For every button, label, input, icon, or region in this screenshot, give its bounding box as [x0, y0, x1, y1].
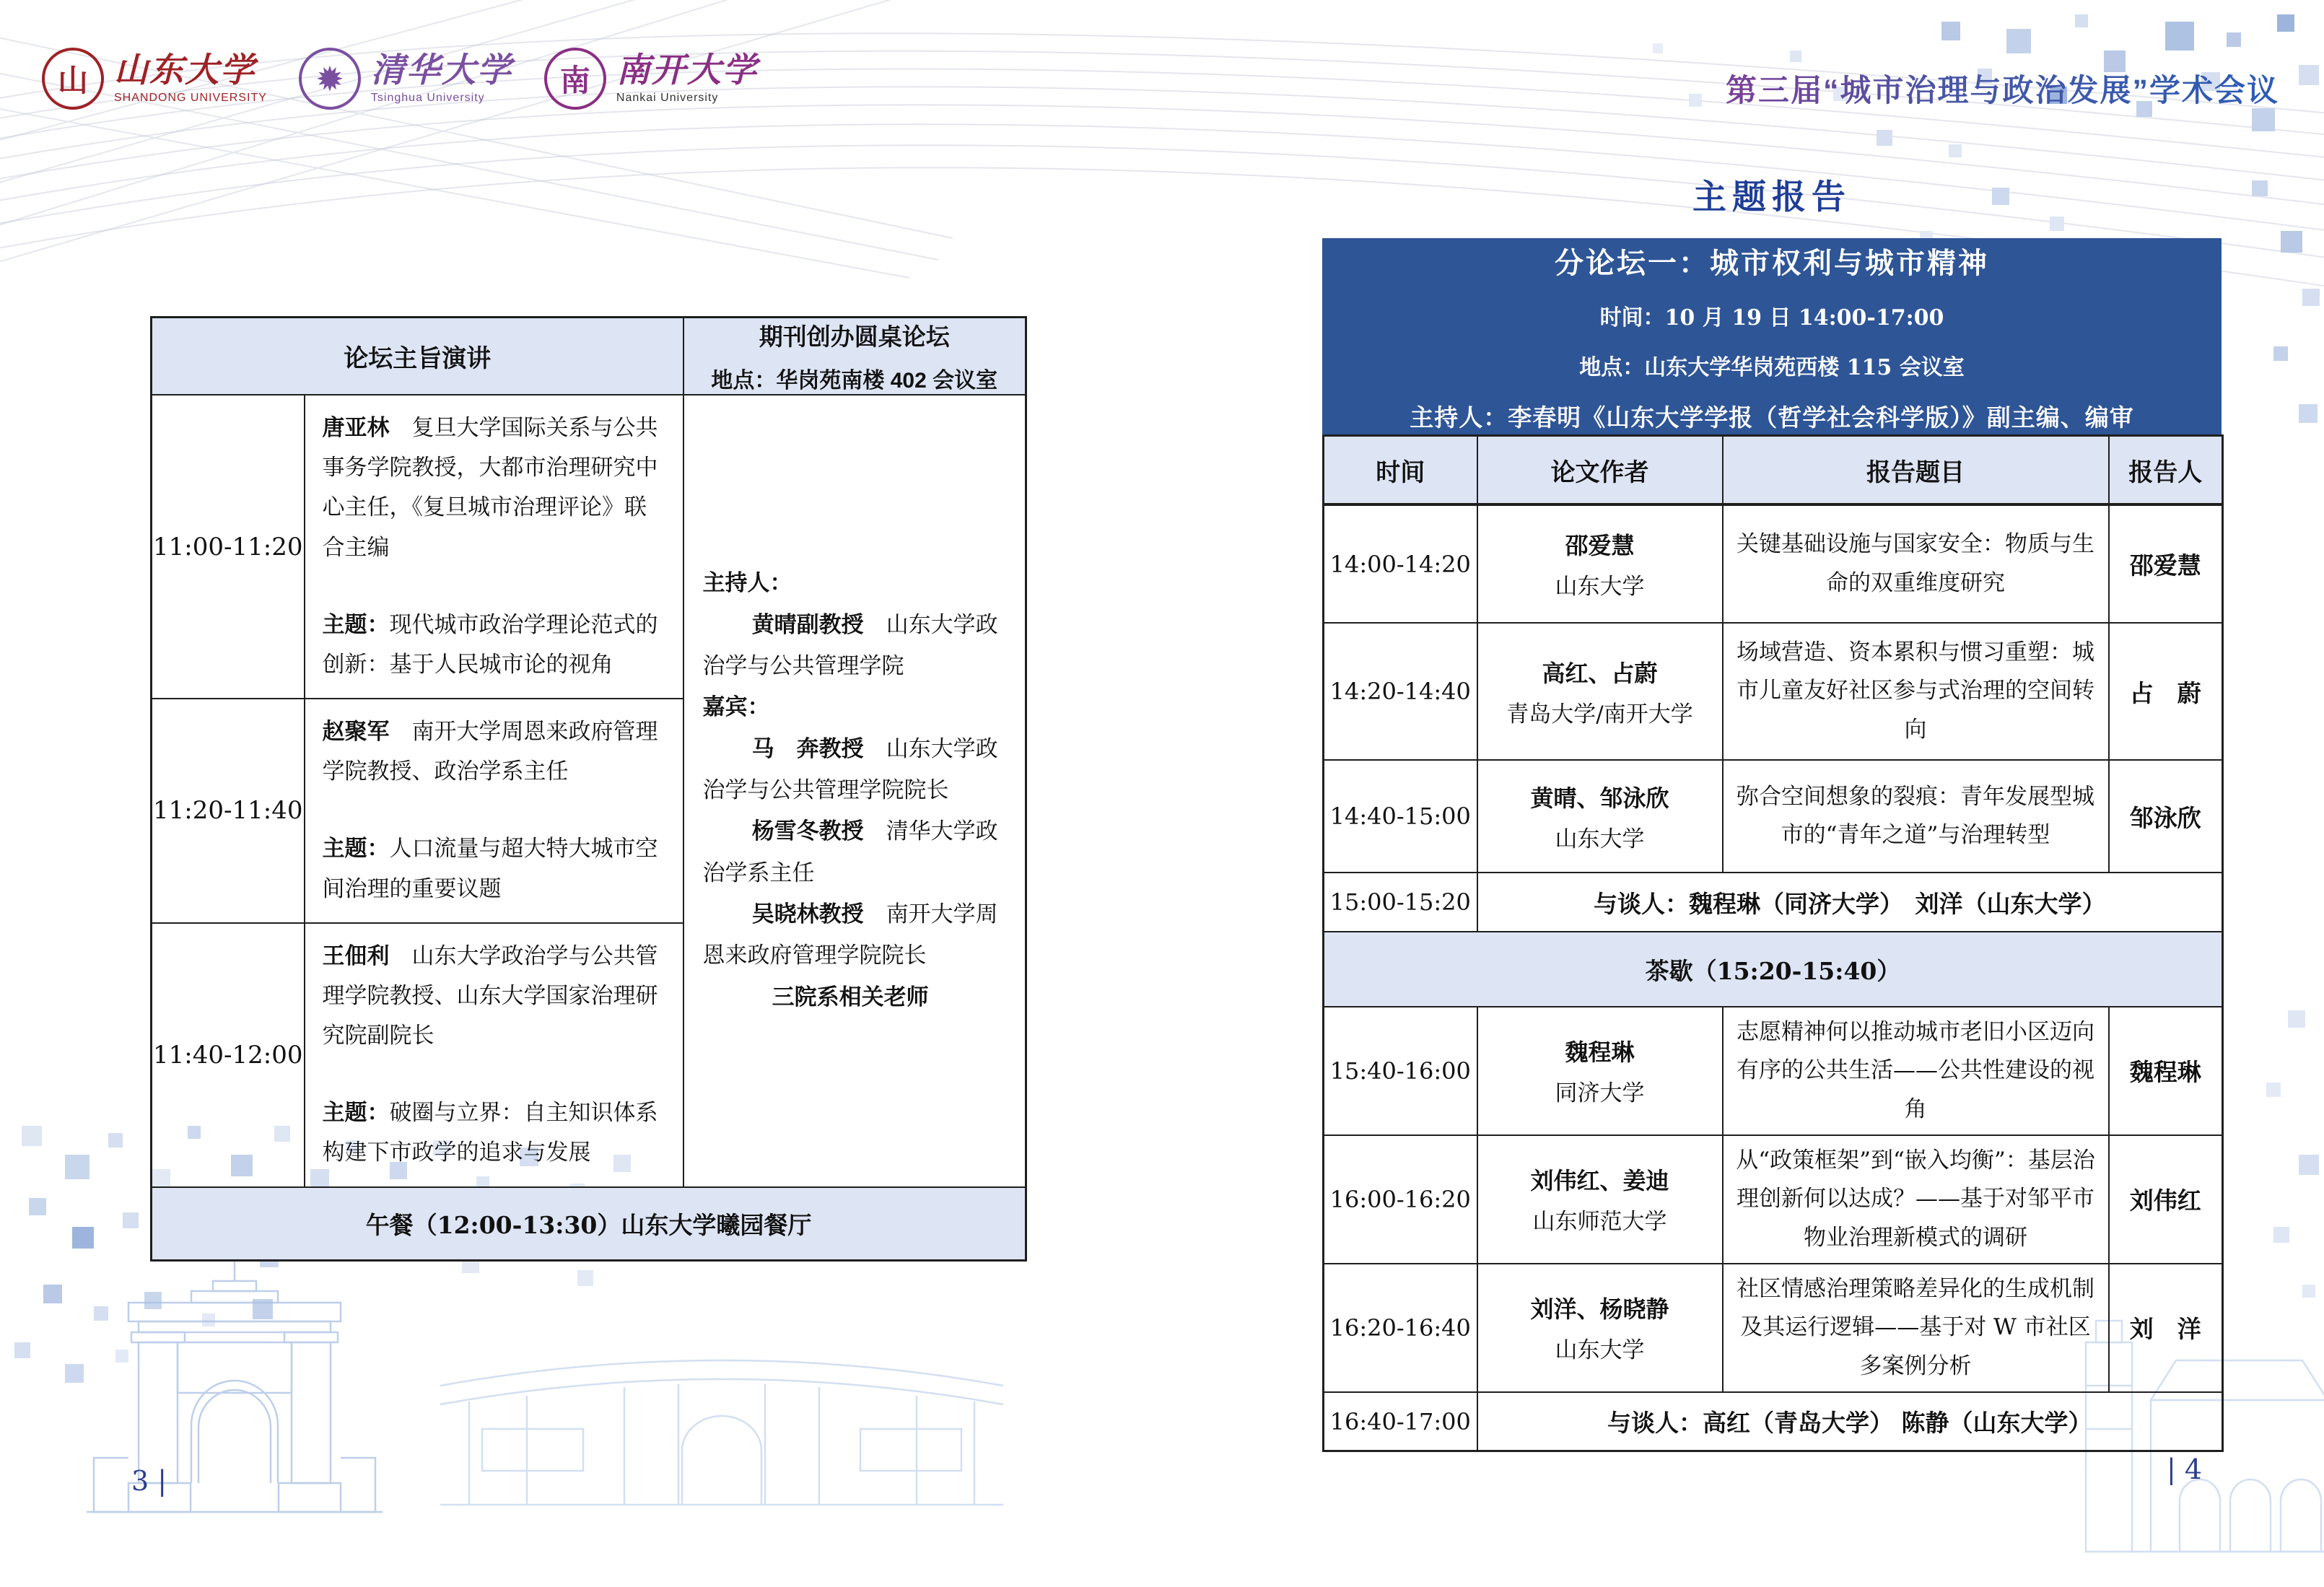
guests-label: 嘉宾： [702, 694, 770, 721]
speaker-desc: 山东大学政治学与公共管理学院教授、山东大学国家治理研究院副院长 [322, 943, 658, 1049]
keynote-table-header-right [683, 318, 1026, 395]
guest-affil: 山东大学政治学与公共管理学院院长 [702, 735, 998, 804]
page-number-right: | 4 [2167, 1453, 2203, 1485]
column-header-title: 报告题目 [1723, 436, 2109, 505]
mosaic-right-edge [2266, 1010, 2319, 1298]
keynote-table [150, 316, 1027, 1262]
time-slot: 16:40-17:00 [1324, 1392, 1477, 1451]
time-slot: 16:20-16:40 [1324, 1264, 1477, 1392]
lunch-row: 午餐（12:00-13:30）山东大学曦园餐厅 [152, 1187, 1026, 1261]
speaker-cell [305, 923, 683, 1187]
author-names: 高红、占蔚 [1542, 659, 1658, 687]
table-row [1324, 760, 2223, 873]
author-names: 刘洋、杨晓静 [1530, 1295, 1669, 1324]
topic-text: 人口流量与超大特大城市空间治理的重要议题 [322, 836, 658, 902]
discussants-cell: 与谈人：高红（青岛大学） 陈静（山东大学） [1477, 1392, 2223, 1451]
speaker-desc: 南开大学周恩来政府管理学院教授、政治学系主任 [322, 719, 658, 785]
speaker-name: 赵聚军 [322, 719, 390, 746]
time-slot: 11:40-12:00 [152, 923, 305, 1187]
university-logos [42, 48, 758, 110]
nankai-cn-name: 南开大学 [616, 50, 758, 90]
table-row [1324, 1007, 2223, 1135]
time-slot: 11:20-11:40 [152, 699, 305, 923]
speaker-name: 唐亚林 [322, 415, 390, 441]
time-slot: 14:40-15:00 [1324, 760, 1477, 873]
guest-name: 马 奔教授 [751, 735, 864, 762]
subforum-location: 地点：山东大学华岗苑西楼 115 会议室 [1579, 354, 1965, 380]
presenter-name: 刘伟红 [2109, 1135, 2223, 1264]
roundtable-note: 三院系相关老师 [772, 984, 929, 1010]
author-affiliation: 山东大学 [1555, 574, 1645, 600]
guest-name: 杨雪冬教授 [751, 818, 864, 845]
report-title: 从“政策框架”到“嵌入均衡”：基层治理创新何以达成？——基于对邹平市物业治理新模式的调研 [1723, 1135, 2109, 1264]
presenter-name: 邹泳欣 [2109, 760, 2223, 873]
shandong-university-logo [42, 48, 267, 110]
page-number-left: 3 | [131, 1465, 167, 1497]
time-slot: 15:00-15:20 [1324, 873, 1477, 932]
column-header-time: 时间 [1324, 436, 1477, 505]
authors-cell [1477, 760, 1723, 873]
time-slot: 11:00-11:20 [152, 395, 305, 699]
roundtable-title: 期刊创办圆桌论坛 [759, 323, 950, 350]
report-title: 弥合空间想象的裂痕：青年发展型城市的“青年之道”与治理转型 [1723, 760, 2109, 873]
roundtable-location: 地点：华岗苑南楼 402 会议室 [711, 369, 998, 393]
subforum-moderator: 主持人：李春明《山东大学学报（哲学社会科学版）》副主编、编审 [1410, 403, 2134, 431]
report-title: 社区情感治理策略差异化的生成机制及其运行逻辑——基于对 W 市社区多案例分析 [1723, 1264, 2109, 1392]
time-slot: 14:20-14:40 [1324, 623, 1477, 760]
tsinghua-cn-name: 清华大学 [370, 50, 512, 90]
authors-cell [1477, 623, 1723, 760]
report-title: 场域营造、资本累积与惯习重塑：城市儿童友好社区参与式治理的空间转向 [1723, 623, 2109, 760]
table-row [1324, 1392, 2223, 1451]
discussants-cell: 与谈人：魏程琳（同济大学） 刘洋（山东大学） [1477, 873, 2223, 932]
author-names: 黄晴、邹泳欣 [1530, 784, 1669, 812]
nankai-university-logo [544, 48, 758, 110]
presenter-name: 占 蔚 [2109, 623, 2223, 760]
report-title: 关键基础设施与国家安全：物质与生命的双重维度研究 [1723, 504, 2109, 623]
tsinghua-seal-icon: ✹ [299, 48, 361, 110]
table-row [1324, 1264, 2223, 1392]
author-names: 邵爱慧 [1565, 532, 1635, 559]
subforum-header [1322, 238, 2222, 434]
speaker-name: 王佃利 [322, 943, 390, 969]
subforum-time: 时间：10 月 19 日 14:00-17:00 [1599, 305, 1944, 331]
authors-cell [1477, 1135, 1723, 1264]
table-row [152, 395, 1026, 699]
nankai-gate-art [440, 1360, 1003, 1505]
table-row [1324, 873, 2223, 932]
table-row [1324, 1135, 2223, 1264]
speaker-desc: 复旦大学国际关系与公共事务学院教授，大都市治理研究中心主任，《复旦城市治理评论》联合主编 [322, 415, 658, 561]
nankai-en-name: Nankai University [616, 92, 719, 105]
time-slot: 14:00-14:20 [1324, 504, 1477, 623]
authors-cell [1477, 1264, 1723, 1392]
roundtable-cell [683, 395, 1026, 1187]
column-header-authors: 论文作者 [1477, 436, 1723, 505]
author-affiliation: 山东大学 [1555, 826, 1645, 852]
column-header-presenter: 报告人 [2109, 436, 2223, 505]
table-row [1324, 504, 2223, 623]
authors-cell [1477, 1007, 1723, 1135]
table-row [1324, 623, 2223, 760]
conference-title: 第三届“城市治理与政治发展”学术会议 [1726, 66, 2279, 110]
subforum-title: 分论坛一：城市权利与城市精神 [1555, 247, 1989, 279]
moderator-affil: 山东大学政治学与公共管理学院 [702, 611, 998, 680]
author-affiliation: 山东大学 [1555, 1337, 1645, 1364]
moderator-name: 黄晴副教授 [751, 611, 864, 638]
presenter-name: 魏程琳 [2109, 1007, 2223, 1135]
topic-label: 主题： [322, 1100, 390, 1127]
presenter-name: 邵爱慧 [2109, 504, 2223, 623]
topic-text: 现代城市政治学理论范式的创新：基于人民城市论的视角 [322, 611, 658, 678]
topic-label: 主题： [322, 611, 390, 638]
shandong-en-name: SHANDONG UNIVERSITY [114, 92, 267, 105]
report-title: 志愿精神何以推动城市老旧小区迈向有序的公共生活——公共性建设的视角 [1723, 1007, 2109, 1135]
tsinghua-en-name: Tsinghua University [370, 92, 485, 105]
keynote-table-header-left: 论坛主旨演讲 [152, 318, 683, 395]
guest-affil: 清华大学政治学系主任 [702, 818, 998, 886]
guest-name: 吴晓林教授 [751, 901, 864, 928]
moderator-label: 主持人： [702, 570, 792, 597]
nankai-seal-icon: 南 [544, 48, 606, 110]
presenter-name: 刘 洋 [2109, 1264, 2223, 1392]
authors-cell [1477, 504, 1723, 623]
shandong-seal-icon: 山 [42, 48, 104, 110]
guest-affil: 南开大学周恩来政府管理学院院长 [702, 901, 998, 969]
speaker-cell [305, 699, 683, 923]
speaker-cell [305, 395, 683, 699]
topic-text: 破圈与立界：自主知识体系构建下市政学的追求与发展 [322, 1100, 658, 1166]
tsinghua-university-logo [299, 48, 512, 110]
time-slot: 16:00-16:20 [1324, 1135, 1477, 1264]
author-affiliation: 同济大学 [1555, 1080, 1645, 1107]
author-affiliation: 青岛大学/南开大学 [1506, 701, 1693, 727]
table-row [152, 1187, 1026, 1261]
page-title: 主题报告 [1692, 178, 1851, 217]
time-slot: 15:40-16:00 [1324, 1007, 1477, 1135]
topic-label: 主题： [322, 836, 390, 862]
tea-break-row: 茶歇（15:20-15:40） [1324, 932, 2223, 1007]
author-names: 魏程琳 [1565, 1039, 1635, 1067]
author-names: 刘伟红、姜迪 [1530, 1167, 1669, 1195]
author-affiliation: 山东师范大学 [1532, 1209, 1667, 1236]
shandong-cn-name: 山东大学 [114, 50, 255, 90]
report-table [1322, 434, 2224, 1452]
table-row [1324, 932, 2223, 1007]
